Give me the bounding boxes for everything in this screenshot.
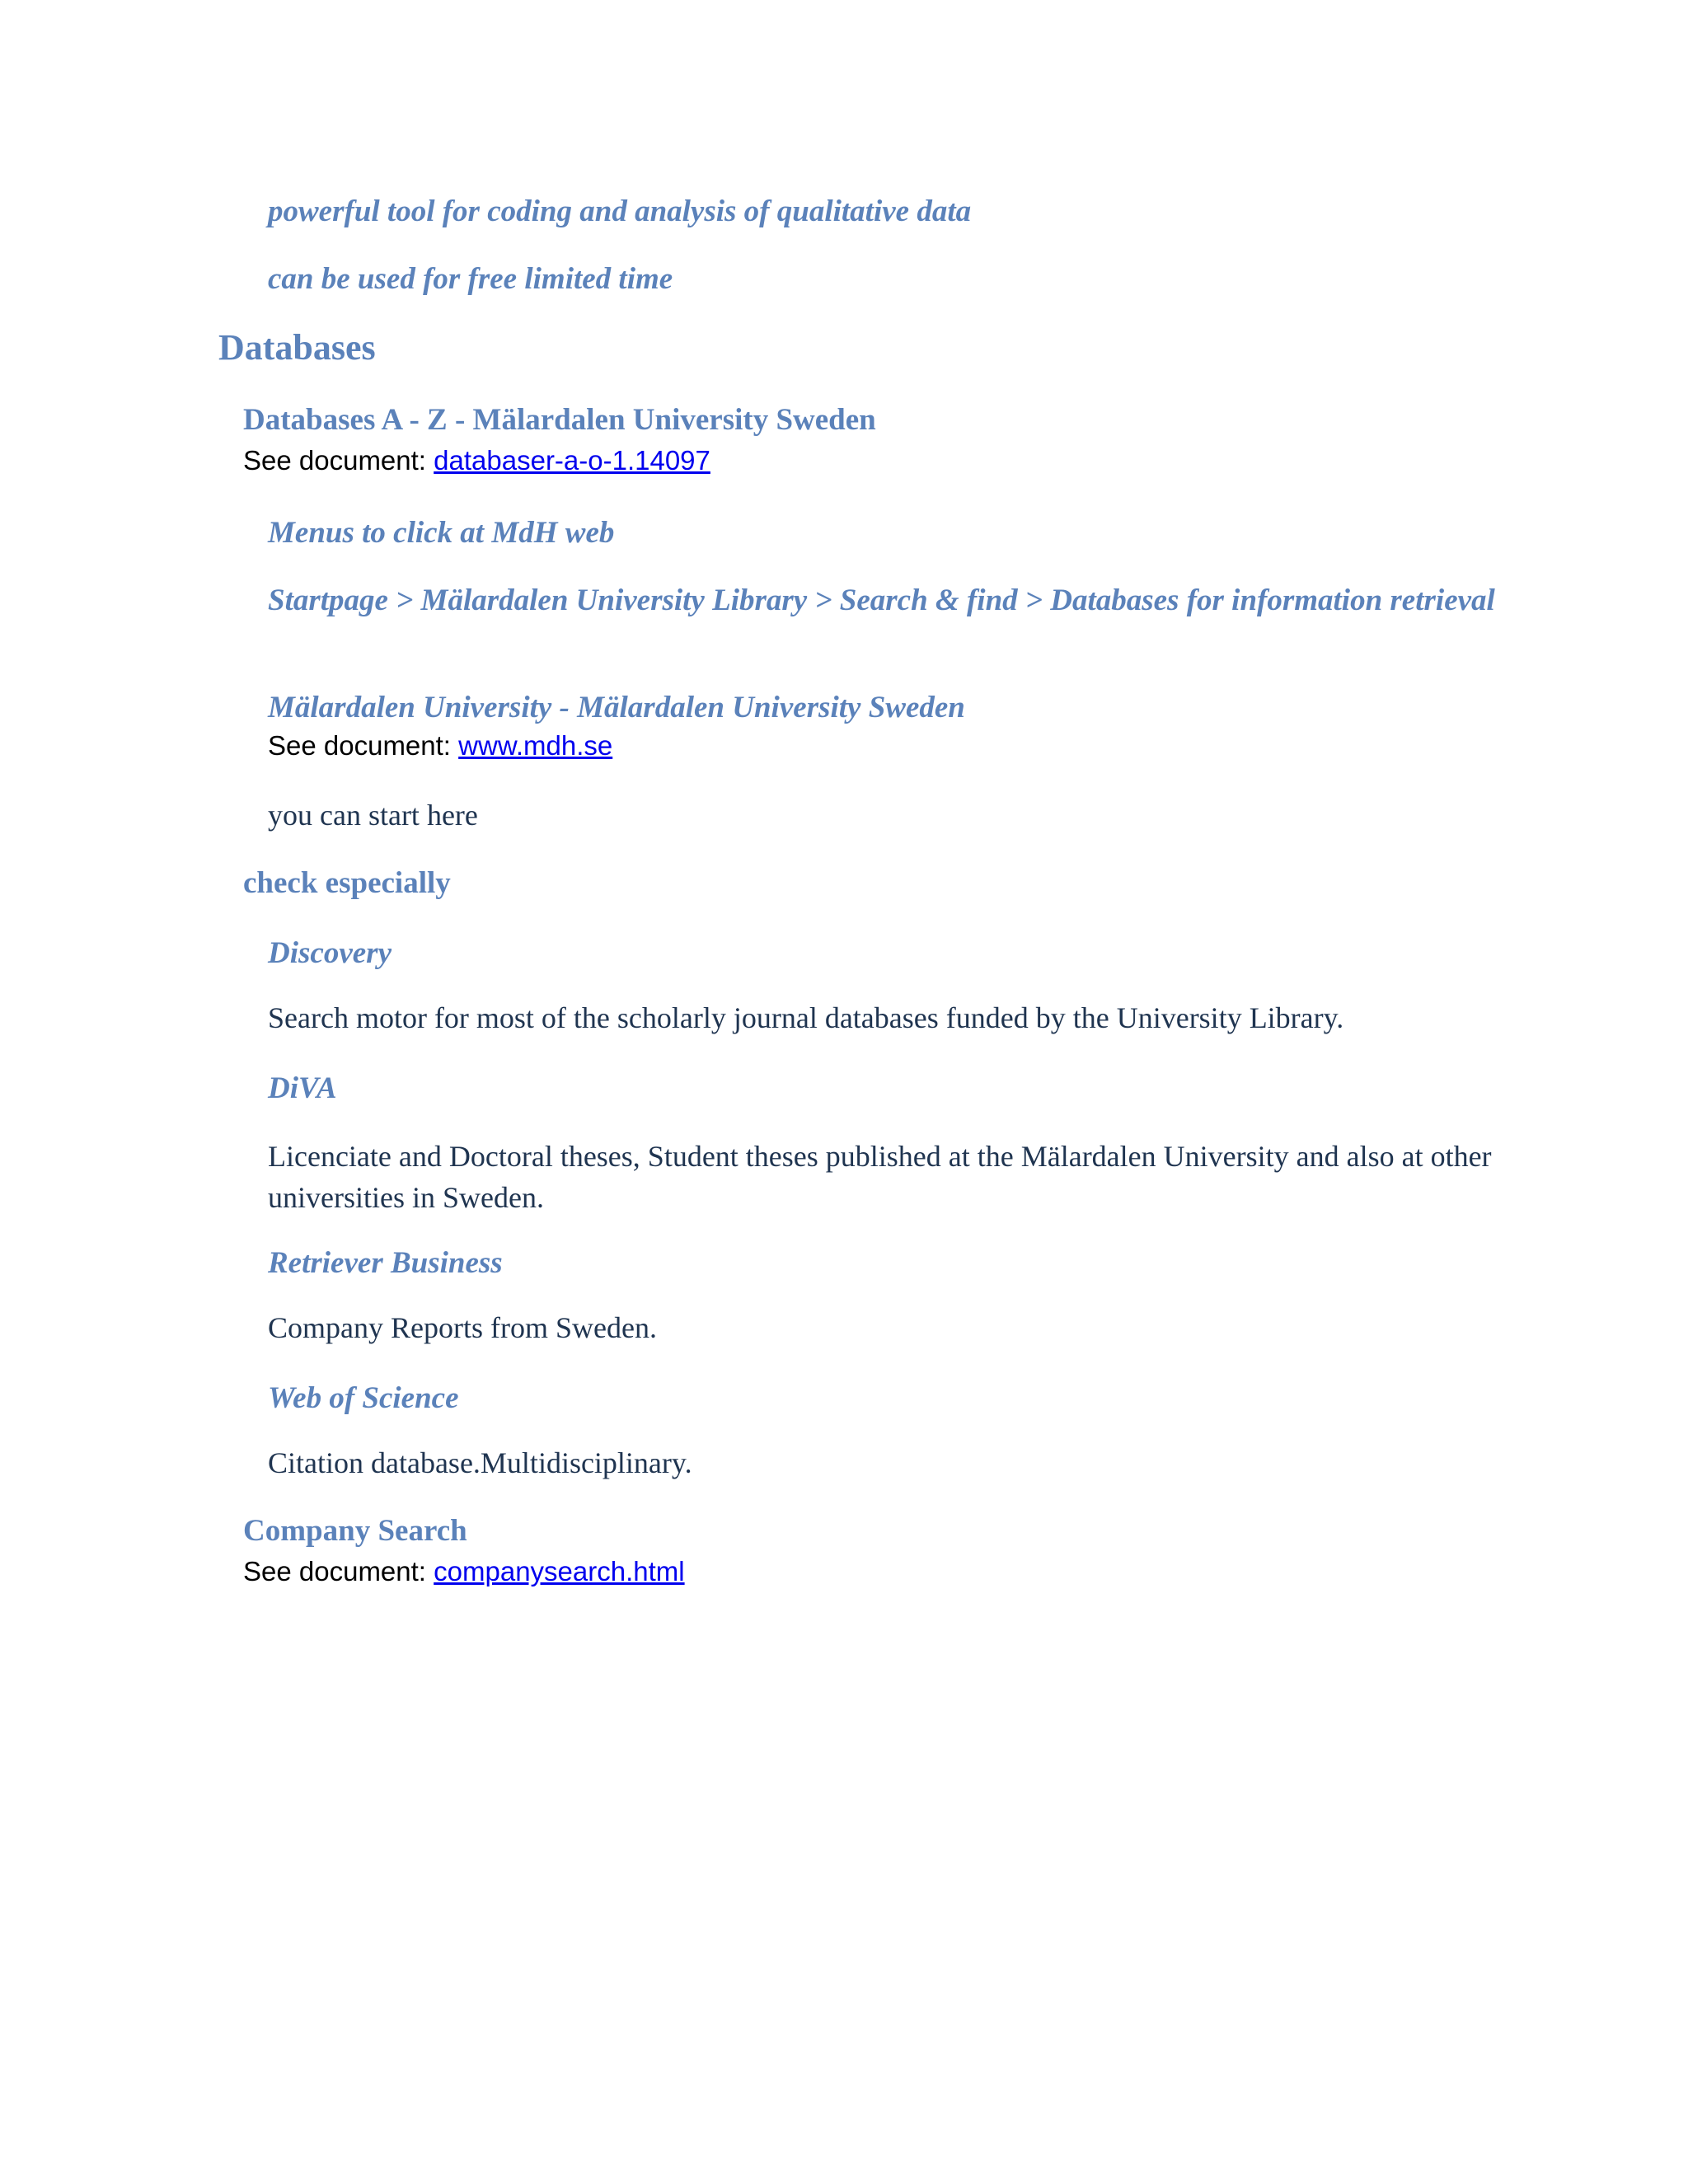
item-title-diva: DiVA: [268, 1071, 337, 1105]
see-document-label: See document:: [268, 730, 459, 761]
mdh-link[interactable]: www.mdh.se: [458, 730, 613, 761]
company-heading: Company Search: [243, 1514, 467, 1548]
see-document-mdh: [268, 730, 612, 762]
see-document-az: [243, 445, 710, 476]
company-link[interactable]: companysearch.html: [434, 1556, 685, 1586]
see-document-company: [243, 1556, 685, 1587]
databases-heading: Databases: [218, 327, 376, 368]
see-document-label: See document:: [243, 445, 434, 476]
item-title-wos: Web of Science: [268, 1381, 459, 1415]
menu-path: Startpage > Mälardalen University Library > Search & find > Databases for information retrieval: [268, 583, 1495, 617]
menus-title: Menus to click at MdH web: [268, 516, 615, 550]
check-heading: check especially: [243, 866, 451, 900]
see-document-label: See document:: [243, 1556, 434, 1586]
intro-line-2: can be used for free limited time: [268, 262, 673, 296]
databases-az-link[interactable]: databaser-a-o-1.14097: [434, 445, 710, 476]
item-desc-discovery: Search motor for most of the scholarly journal databases funded by the University Library.: [268, 1001, 1344, 1034]
item-title-retriever: Retriever Business: [268, 1246, 503, 1280]
intro-line-1: powerful tool for coding and analysis of qualitative data: [268, 194, 972, 228]
mdh-title: Mälardalen University - Mälardalen University Sweden: [268, 691, 965, 724]
item-desc-retriever: Company Reports from Sweden.: [268, 1311, 657, 1344]
start-here-text: you can start here: [268, 799, 478, 832]
item-desc-wos: Citation database.Multidisciplinary.: [268, 1446, 692, 1479]
databases-az-title: Databases A - Z - Mälardalen University Sweden: [243, 403, 876, 437]
item-title-discovery: Discovery: [268, 936, 392, 970]
item-desc-diva: Licenciate and Doctoral theses, Student theses published at the Mälardalen University and also at other universities in Sweden.: [268, 1140, 1492, 1214]
